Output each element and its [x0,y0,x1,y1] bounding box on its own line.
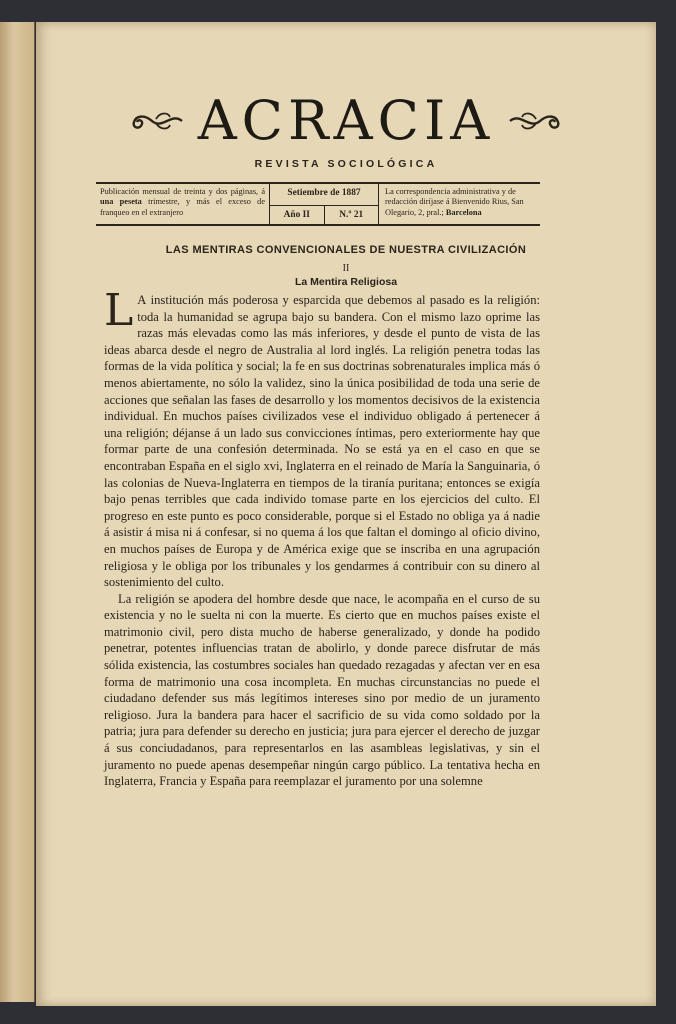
article-body [104,285,540,790]
paragraph-1-text: institución más poderosa y esparcida que debemos al pasado es la religión: toda la humanidad se agrupa bajo su bandera. Con el mismo lazo oprime las razas más elevadas como las más inferiores, y desde el punto de vista de las ideas abarca desde el negro de Australia al lord inglés. La religión penetra todas las formas de la vida política y social; la fe en sus doctrinas sobrenaturales implica más ó menos abiertamente, no sólo la validez, sino la única posibilidad de toda una serie de acciones que señalan las fases de desarrollo y los momentos decisivos de la existencia individual. En muchos países civilizados vese el individuo obligado á pertenecer á una religión; déjanse á un lado sus convicciones íntimas, pero exteriormente hay que formar parte de una confesión determinada. No se está ya en el caso en que se encontraban España en el siglo xvi, Inglaterra en el reinado de María la Sanguinaria, ó las colonias de Nueva-Inglaterra en tiempos de la tiranía puritana; entonces se exigía bajo penas terribles que cada individo tomase parte en los ejercicios del culto. El progreso en este punto es poco considerable, porque si el Estado no obliga ya á nadie á asistir á misa ni á confesar, si no quema á los que faltan el domingo al oficio divino, en muchos países de Europa y de América exige que se inscriba en una agrupación religiosa y le obliga por los tribunales y los gendarmes á contribuir con su dinero al sostenimiento del culto. [104,293,540,590]
article-title: LAS MENTIRAS CONVENCIONALES DE NUESTRA CIVILIZACIÓN [165,244,527,256]
issue-date: Setiembre de 1887 [270,184,378,206]
subscription-text-pre: Publicación mensual de treinta y dos páginas, á [100,187,265,196]
paragraph-1 [104,285,540,591]
journal-title: ACRACIA [197,89,495,152]
drop-cap: L [104,285,134,336]
publication-info-bar [96,182,540,226]
issue-number-row [270,206,378,224]
paragraph-2: La religión se apodera del hombre desde que nace, le acompaña en el curso de su existencia y no le suelta ni con la muerte. Es cierto que en muchos países existe el matrimonio civil, pero dista mucho de haberse generalizado, y donde ha podido penetrar, potentes influencias tratan de abolirlo, y donde parece disfrutar de más sólida existencia, las costumbres sociales han quedado rezagadas y afectan ver en esa forma de matrimonio una cosa incompleta. En muchas circunstancias no puede el ciudadano defender sus más legítimos intereses sino por medio de un juramento religioso. Jura la bandera para hacer el sacrificio de su vida como soldado por la patria; jura para defender su derecho en justicia; jura para ejercer el derecho de juzgar á sus conciudadanos, para representarlos en las asambleas legislativas, y sin el juramento no puede apenas desempeñar ningún cargo público. La tentativa hecha en Inglaterra, Francia y España para reemplazar el juramento por una solemne [104,591,540,789]
journal-subtitle: REVISTA SOCIOLÓGICA [254,158,438,170]
masthead [36,89,656,170]
correspondence-text: La correspondencia administrativa y de redacción diríjase á Bienvenido Rius, San Olegario, 2, pral.; [385,187,524,217]
section-title: La Mentira Religiosa [294,276,398,288]
issue-info [269,184,379,224]
issue-year: Año II [270,206,325,224]
journal-page [36,22,656,1006]
paragraph-1-first-letter: A [137,293,147,307]
title-row [36,89,656,152]
correspondence-city: Barcelona [445,207,482,217]
left-ornament-icon [126,106,184,136]
left-page-edge [0,22,35,1002]
issue-number: N.º 21 [339,210,364,220]
subscription-text-post: trimestre, y más el exceso de franqueo en el extranjero [100,197,266,217]
right-ornament-icon [508,106,566,136]
subscription-info [96,184,269,224]
chapter-numeral: II [342,263,350,274]
subscription-price: una peseta [100,197,142,207]
correspondence-info [379,184,540,224]
